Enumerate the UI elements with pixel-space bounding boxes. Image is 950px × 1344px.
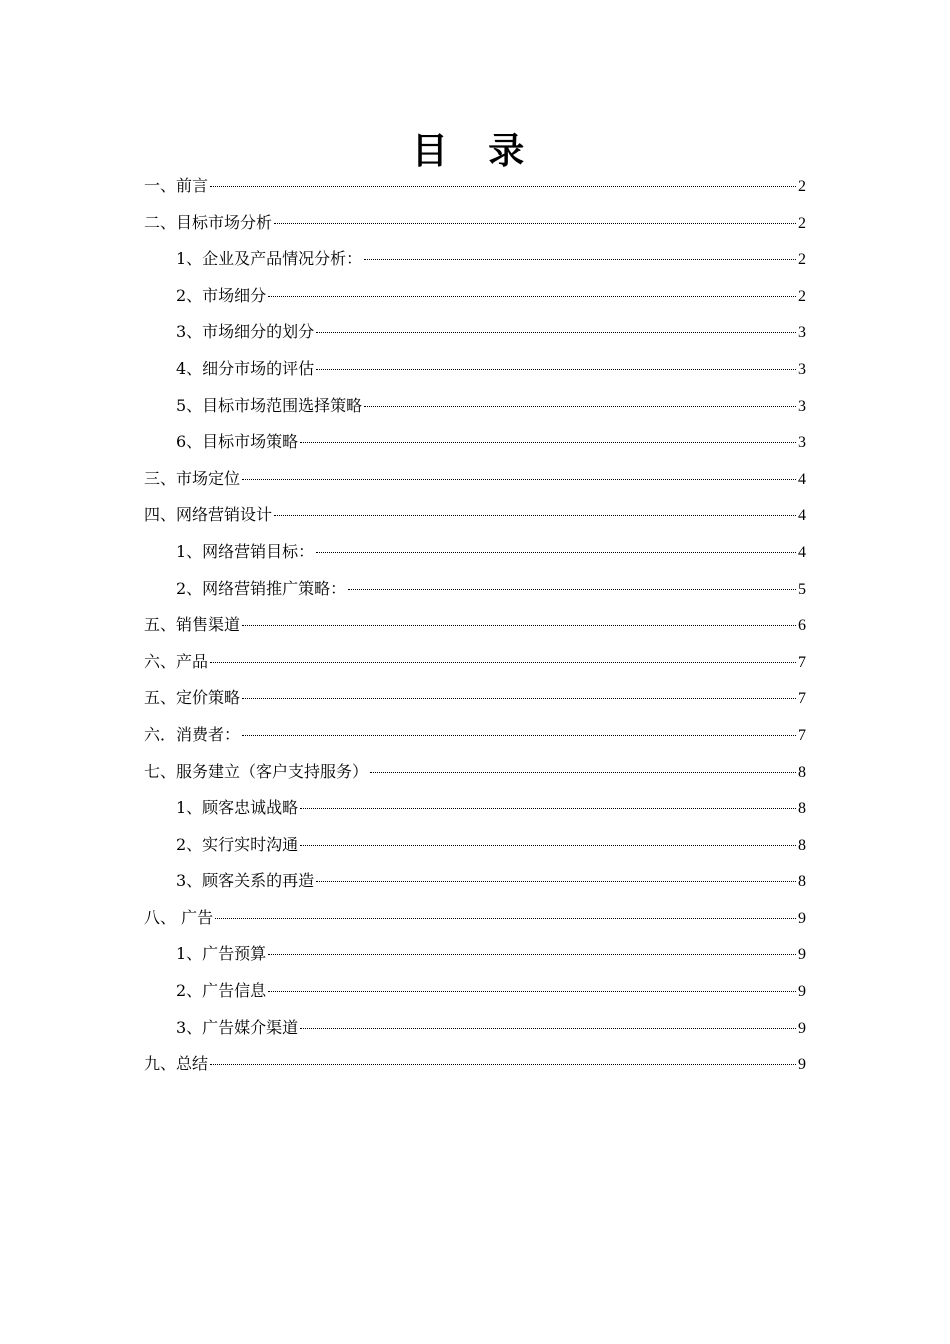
toc-entry[interactable] <box>144 351 806 388</box>
toc-entry-page-number: 8 <box>798 836 806 854</box>
toc-dot-leader <box>210 1064 796 1065</box>
toc-entry-page-number: 2 <box>798 214 806 232</box>
toc-entry-label: 四、网络营销设计 <box>144 505 273 525</box>
toc-entry[interactable] <box>144 607 806 644</box>
toc-entry-page-number: 7 <box>798 726 806 744</box>
toc-entry[interactable] <box>144 680 806 717</box>
toc-entry[interactable] <box>144 278 806 315</box>
toc-entry-label: 七、服务建立（客户支持服务） <box>144 761 369 781</box>
toc-entry-label: 1、企业及产品情况分析： <box>176 249 363 269</box>
toc-entry-label: 3、广告媒介渠道 <box>176 1017 299 1037</box>
toc-entry-page-number: 2 <box>798 178 806 195</box>
toc-entry[interactable] <box>144 717 806 754</box>
toc-entry[interactable] <box>144 1046 806 1083</box>
toc-dot-leader <box>364 259 796 260</box>
toc-entry-page-number: 8 <box>798 763 806 781</box>
toc-entry[interactable] <box>144 241 806 278</box>
toc-entry-page-number: 9 <box>798 1019 806 1037</box>
toc-entry-page-number: 7 <box>798 690 806 708</box>
toc-entry-page-number: 9 <box>798 909 806 927</box>
toc-dot-leader <box>316 881 796 882</box>
toc-entry[interactable] <box>144 644 806 681</box>
toc-entry[interactable] <box>144 754 806 791</box>
toc-entry[interactable] <box>144 168 806 205</box>
toc-entry[interactable] <box>144 973 806 1010</box>
toc-entry-page-number: 3 <box>798 397 806 415</box>
toc-entry-label: 4、细分市场的评估 <box>176 358 315 378</box>
toc-entry[interactable] <box>144 314 806 351</box>
toc-entry-page-number: 2 <box>798 287 806 305</box>
toc-entry[interactable] <box>144 571 806 608</box>
toc-dot-leader <box>210 662 796 663</box>
toc-entry-page-number: 9 <box>798 946 806 964</box>
toc-entry-page-number: 9 <box>798 1056 806 1074</box>
toc-entry-page-number: 7 <box>798 653 806 671</box>
toc-entry[interactable] <box>144 388 806 425</box>
toc-dot-leader <box>348 589 796 590</box>
toc-entry-label: 五、定价策略 <box>144 688 241 708</box>
toc-entry[interactable] <box>144 461 806 498</box>
toc-entry-page-number: 9 <box>798 983 806 1001</box>
toc-dot-leader <box>316 552 796 553</box>
toc-entry-label: 3、顾客关系的再造 <box>176 871 315 891</box>
toc-dot-leader <box>268 296 796 297</box>
toc-dot-leader <box>274 223 796 224</box>
toc-dot-leader <box>268 991 796 992</box>
toc-entry-label: 三、市场定位 <box>144 468 241 488</box>
toc-entry[interactable] <box>144 424 806 461</box>
toc-dot-leader <box>242 625 796 626</box>
toc-dot-leader <box>268 954 796 955</box>
toc-dot-leader <box>300 442 796 443</box>
toc-entry-page-number: 6 <box>798 617 806 635</box>
toc-entry[interactable] <box>144 497 806 534</box>
toc-dot-leader <box>215 918 796 919</box>
toc-entry-label: 五、销售渠道 <box>144 615 241 635</box>
toc-entry-label: 六、产品 <box>144 651 209 671</box>
toc-list <box>144 168 806 1083</box>
toc-entry-page-number: 8 <box>798 873 806 891</box>
toc-entry-page-number: 3 <box>798 434 806 452</box>
toc-entry-label: 1、顾客忠诚战略 <box>176 798 299 818</box>
toc-entry-label: 2、网络营销推广策略： <box>176 578 347 598</box>
toc-entry-page-number: 4 <box>798 470 806 488</box>
toc-dot-leader <box>242 735 796 736</box>
toc-entry[interactable] <box>144 1010 806 1047</box>
toc-entry-label: 六．消费者： <box>144 724 241 744</box>
toc-entry-page-number: 4 <box>798 507 806 525</box>
toc-entry-label: 八、 广告 <box>144 907 214 927</box>
toc-dot-leader <box>274 515 796 516</box>
toc-dot-leader <box>300 845 796 846</box>
toc-entry-page-number: 8 <box>798 800 806 818</box>
toc-entry[interactable] <box>144 534 806 571</box>
toc-entry-label: 2、市场细分 <box>176 285 267 305</box>
toc-entry-label: 二、目标市场分析 <box>144 212 273 232</box>
toc-entry-label: 2、广告信息 <box>176 981 267 1001</box>
toc-dot-leader <box>316 332 796 333</box>
toc-entry-label: 九、总结 <box>144 1054 209 1074</box>
toc-entry[interactable] <box>144 936 806 973</box>
toc-dot-leader <box>364 406 796 407</box>
toc-entry-label: 6、目标市场策略 <box>176 432 299 452</box>
toc-dot-leader <box>210 186 796 187</box>
toc-dot-leader <box>316 369 796 370</box>
toc-entry-page-number: 3 <box>798 360 806 378</box>
toc-entry-label: 3、市场细分的划分 <box>176 322 315 342</box>
toc-entry-label: 1、网络营销目标： <box>176 541 315 561</box>
toc-entry-page-number: 3 <box>798 324 806 342</box>
toc-dot-leader <box>300 808 796 809</box>
toc-entry-page-number: 4 <box>798 543 806 561</box>
toc-entry-label: 一、前言 <box>144 176 209 195</box>
toc-dot-leader <box>370 772 796 773</box>
toc-entry-label: 1、广告预算 <box>176 944 267 964</box>
toc-entry[interactable] <box>144 790 806 827</box>
toc-entry-label: 2、实行实时沟通 <box>176 834 299 854</box>
toc-entry[interactable] <box>144 900 806 937</box>
toc-entry-page-number: 5 <box>798 580 806 598</box>
toc-title: 目 录 <box>411 131 539 172</box>
toc-entry-label: 5、目标市场范围选择策略 <box>176 395 363 415</box>
toc-dot-leader <box>242 479 796 480</box>
toc-dot-leader <box>242 698 796 699</box>
toc-entry[interactable] <box>144 205 806 242</box>
toc-dot-leader <box>300 1028 796 1029</box>
toc-entry[interactable] <box>144 827 806 864</box>
toc-entry-page-number: 2 <box>798 251 806 269</box>
toc-entry[interactable] <box>144 863 806 900</box>
